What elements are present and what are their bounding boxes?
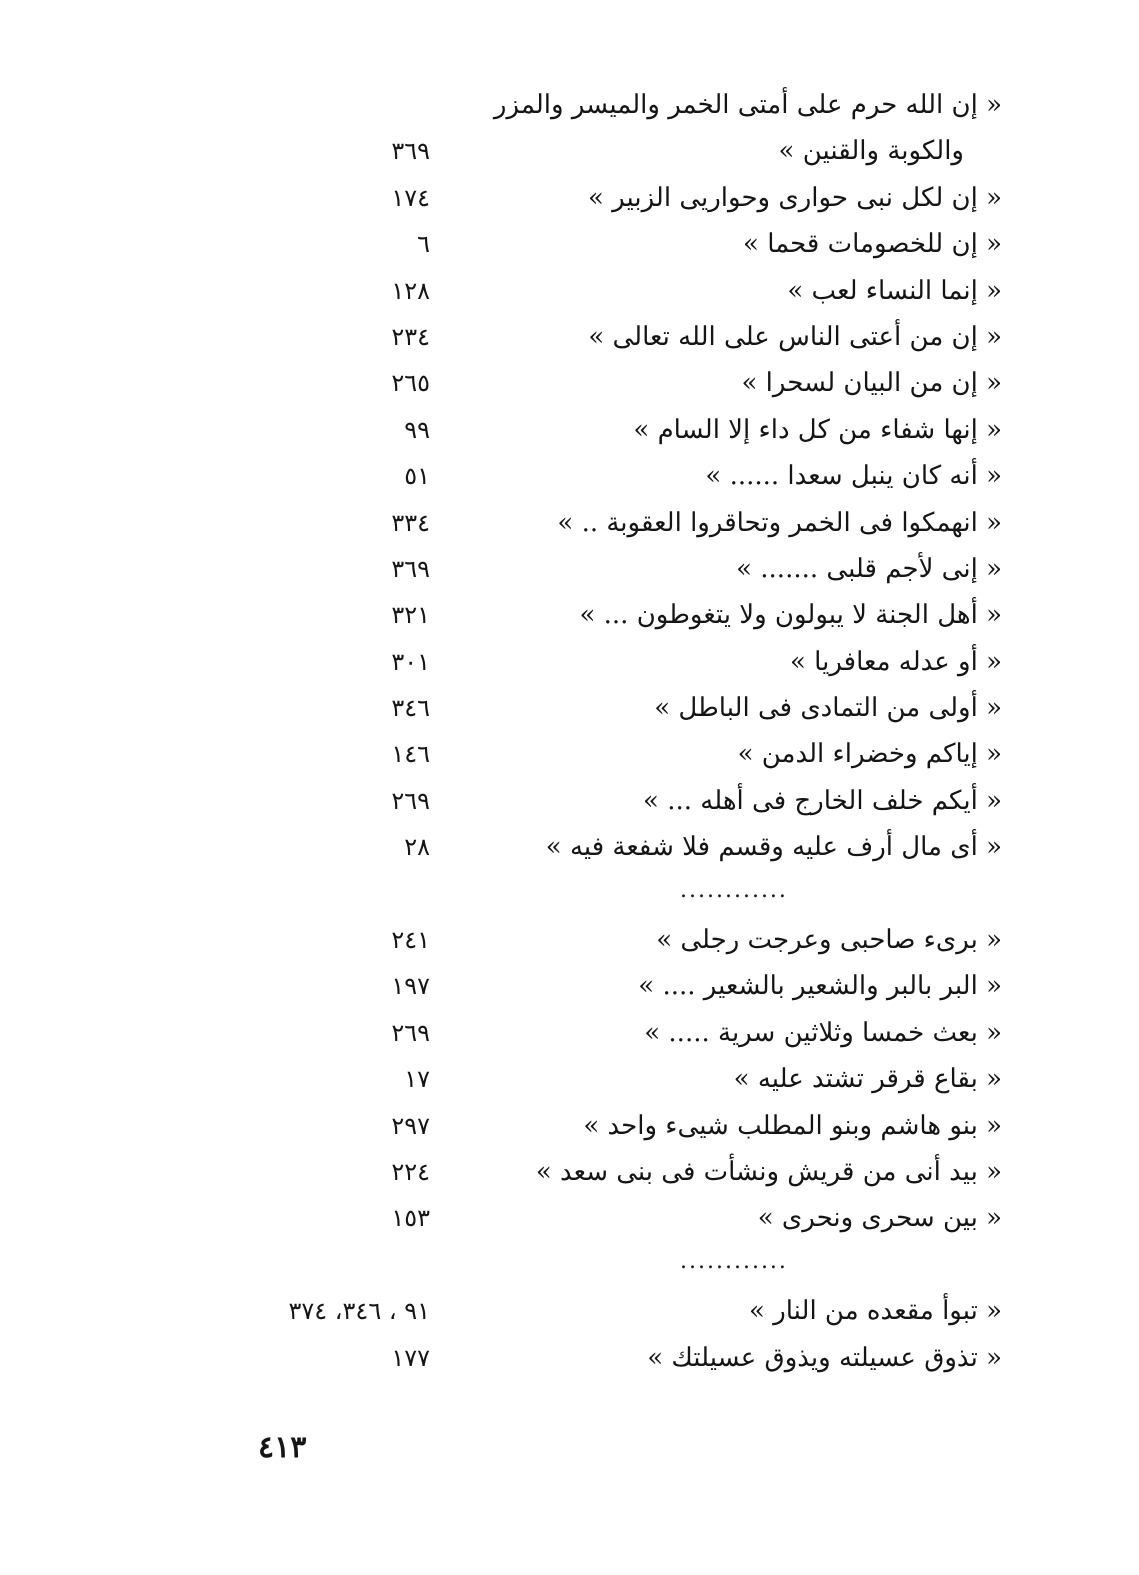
- entry-text: « إن من البيان لسحرا »: [741, 368, 1002, 399]
- entry-text: « تبوأ مقعده من النار »: [749, 1296, 1002, 1327]
- index-entry: [0, 268, 1139, 314]
- index-entry: [0, 360, 1139, 406]
- entry-text: « إن للخصومات قحما »: [743, 229, 1002, 260]
- entry-page-numbers: ١٤٦: [391, 740, 430, 769]
- index-entry: [0, 963, 1139, 1009]
- entry-page-numbers: ٣٠١: [391, 647, 430, 676]
- entry-page-numbers: ٢٨: [404, 833, 430, 862]
- entry-page-numbers: ٢٩٧: [391, 1111, 430, 1140]
- entry-page-numbers: ١٥٣: [391, 1204, 430, 1233]
- entry-text: « البر بالبر والشعير بالشعير .... »: [638, 971, 1002, 1002]
- index-entry: [0, 500, 1139, 546]
- entry-page-numbers: ٩١ ، ٣٤٦، ٣٧٤: [288, 1297, 430, 1326]
- entry-page-numbers: ١٧٤: [391, 183, 430, 212]
- entry-page-numbers: ٥١: [404, 462, 430, 491]
- entry-page-numbers: ٣٦٩: [391, 554, 430, 583]
- entry-text: « إن لكل نبى حوارى وحواريى الزبير »: [587, 182, 1002, 213]
- hadith-index-list: [0, 82, 1139, 1381]
- index-entry: [0, 1195, 1139, 1241]
- index-entry: [0, 1149, 1139, 1195]
- index-entry: [0, 453, 1139, 499]
- entry-page-numbers: ٦: [417, 230, 430, 259]
- index-entry: [0, 128, 1139, 174]
- entry-text: « بنو هاشم وبنو المطلب شيىء واحد »: [583, 1110, 1002, 1141]
- entry-page-numbers: ١٢٨: [391, 276, 430, 305]
- entry-page-numbers: ٣٣٤: [391, 508, 430, 537]
- entry-page-numbers: ٢٣٤: [391, 322, 430, 351]
- separator-dots: ............: [680, 1248, 788, 1274]
- entry-text: « إنها شفاء من كل داء إلا السام »: [633, 414, 1002, 445]
- entry-page-numbers: ٣٢١: [391, 601, 430, 630]
- index-entry: [0, 82, 1139, 128]
- index-entry: [0, 314, 1139, 360]
- section-separator: [0, 1242, 1139, 1288]
- entry-page-numbers: ١٧٧: [391, 1343, 430, 1372]
- entry-text: « تذوق عسيلته ويذوق عسيلتك »: [647, 1342, 1002, 1373]
- entry-text: « برىء صاحبى وعرجت رجلى »: [656, 925, 1002, 956]
- index-entry: [0, 175, 1139, 221]
- entry-page-numbers: ٩٩: [404, 415, 430, 444]
- entry-text: « إن الله حرم على أمتى الخمر والميسر والمزر: [493, 90, 1002, 120]
- entry-text: « بعث خمسا وثلاثين سرية ..... »: [644, 1017, 1002, 1048]
- index-entry: [0, 1103, 1139, 1149]
- index-entry: [0, 639, 1139, 685]
- entry-text: « أو عدله معافريا »: [790, 646, 1002, 677]
- entry-text: « بين سحرى ونحرى »: [757, 1203, 1002, 1234]
- entry-page-numbers: ١٧: [404, 1065, 430, 1094]
- entry-text: « أهل الجنة لا يبولون ولا يتغوطون ... »: [579, 600, 1002, 631]
- entry-page-numbers: ٣٦٩: [391, 137, 430, 166]
- page-number: ٤١٣: [258, 1430, 307, 1465]
- index-entry: [0, 1010, 1139, 1056]
- entry-page-numbers: [200, 82, 430, 128]
- index-entry: [0, 546, 1139, 592]
- entry-text: « إنما النساء لعب »: [787, 275, 1002, 306]
- entry-text: « بيد أنى من قريش ونشأت فى بنى سعد »: [535, 1156, 1002, 1187]
- entry-page-numbers: ٣٤٦: [391, 694, 430, 723]
- index-entry: [0, 685, 1139, 731]
- entry-page-numbers: ٢٢٤: [391, 1157, 430, 1186]
- entry-page-numbers: ٢٦٩: [391, 786, 430, 815]
- index-entry: [0, 917, 1139, 963]
- entry-page-numbers: ١٩٧: [391, 972, 430, 1001]
- index-entry: [0, 1056, 1139, 1102]
- section-separator: [0, 871, 1139, 917]
- separator-dots: ............: [680, 877, 788, 903]
- entry-text: « أنه كان ينبل سعدا ...... »: [705, 461, 1002, 492]
- index-entry: [0, 1335, 1139, 1381]
- entry-text: « أولى من التمادى فى الباطل »: [654, 693, 1002, 724]
- entry-text: والكوبة والقنين »: [778, 136, 964, 167]
- entry-text: « إنى لأجم قلبى ....... »: [736, 553, 1002, 584]
- index-entry: [0, 221, 1139, 267]
- entry-page-numbers: ٢٦٥: [391, 369, 430, 398]
- index-entry: [0, 731, 1139, 777]
- entry-text: « انهمكوا فى الخمر وتحاقروا العقوبة .. »: [557, 507, 1002, 538]
- entry-text: « أيكم خلف الخارج فى أهله ... »: [643, 785, 1002, 816]
- entry-text: « إن من أعتى الناس على الله تعالى »: [588, 321, 1002, 352]
- index-entry: [0, 1288, 1139, 1334]
- index-entry: [0, 592, 1139, 638]
- entry-page-numbers: ٢٦٩: [391, 1018, 430, 1047]
- index-entry: [0, 407, 1139, 453]
- index-entry: [0, 824, 1139, 870]
- entry-text: « أى مال أرف عليه وقسم فلا شفعة فيه »: [545, 832, 1002, 863]
- entry-text: « بقاع قرقر تشتد عليه »: [733, 1064, 1002, 1095]
- entry-text: « إياكم وخضراء الدمن »: [737, 739, 1002, 770]
- index-entry: [0, 778, 1139, 824]
- entry-page-numbers: ٢٤١: [391, 926, 430, 955]
